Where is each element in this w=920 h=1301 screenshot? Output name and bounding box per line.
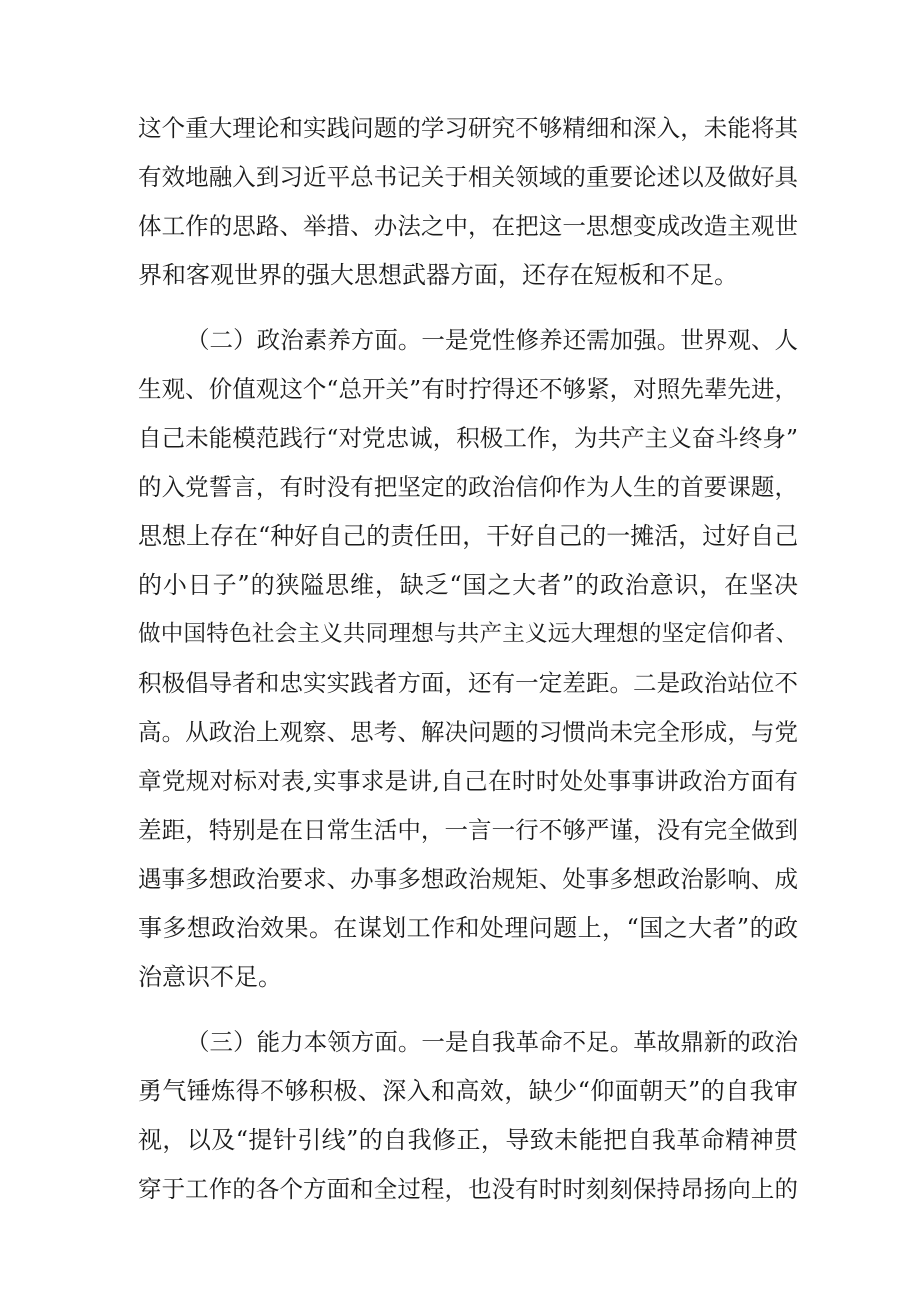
paragraph-2-line-9: 高。从政治上观察、思考、解决问题的习惯尚未完全形成，与党 <box>138 718 798 746</box>
paragraph-2-line-10: 章党规对标对表,实事求是讲,自己在时时处处事事讲政治方面有 <box>138 767 798 795</box>
paragraph-2-line-11: 差距，特别是在日常生活中，一言一行不够严谨，没有完全做到 <box>138 816 798 844</box>
paragraph-2-line-14: 治意识不足。 <box>138 963 282 991</box>
paragraph-2-line-12: 遇事多想政治要求、办事多想政治规矩、处事多想政治影响、成 <box>138 865 798 893</box>
paragraph-2-line-5: 思想上存在“种好自己的责任田，干好自己的一摊活，过好自己 <box>138 522 799 550</box>
paragraph-2-line-4: 的入党誓言，有时没有把坚定的政治信仰作为人生的首要课题， <box>138 473 798 501</box>
paragraph-2-line-13: 事多想政治效果。在谋划工作和处理问题上，“国之大者”的政 <box>138 914 798 942</box>
paragraph-1-line-3: 体工作的思路、举措、办法之中，在把这一思想变成改造主观世 <box>138 212 798 240</box>
paragraph-2-line-8: 积极倡导者和忠实实践者方面，还有一定差距。二是政治站位不 <box>138 669 798 697</box>
paragraph-2-line-6: 的小日子”的狭隘思维，缺乏“国之大者”的政治意识，在坚决 <box>138 571 798 599</box>
paragraph-3-line-1: （三）能力本领方面。一是自我革命不足。革故鼎新的政治 <box>186 1028 798 1056</box>
paragraph-3-line-2: 勇气锤炼得不够积极、深入和高效，缺少“仰面朝天”的自我审 <box>138 1077 798 1105</box>
paragraph-1-line-1: 这个重大理论和实践问题的学习研究不够精细和深入，未能将其 <box>138 114 798 142</box>
paragraph-3-line-3: 视，以及“提针引线”的自我修正，导致未能把自我革命精神贯 <box>138 1126 798 1154</box>
paragraph-2-line-7: 做中国特色社会主义共同理想与共产主义远大理想的坚定信仰者、 <box>138 621 798 647</box>
paragraph-1-line-2: 有效地融入到习近平总书记关于相关领域的重要论述以及做好具 <box>138 163 798 191</box>
paragraph-2-line-1: （二）政治素养方面。一是党性修养还需加强。世界观、人 <box>186 326 798 354</box>
paragraph-1-line-4: 界和客观世界的强大思想武器方面，还存在短板和不足。 <box>138 261 738 289</box>
paragraph-2-line-3: 自己未能模范践行“对党忠诚，积极工作，为共产主义奋斗终身” <box>138 424 798 452</box>
paragraph-3-line-4: 穿于工作的各个方面和全过程，也没有时时刻刻保持昂扬向上的 <box>138 1175 798 1203</box>
paragraph-2-line-2: 生观、价值观这个“总开关”有时拧得还不够紧，对照先辈先进， <box>138 375 798 403</box>
